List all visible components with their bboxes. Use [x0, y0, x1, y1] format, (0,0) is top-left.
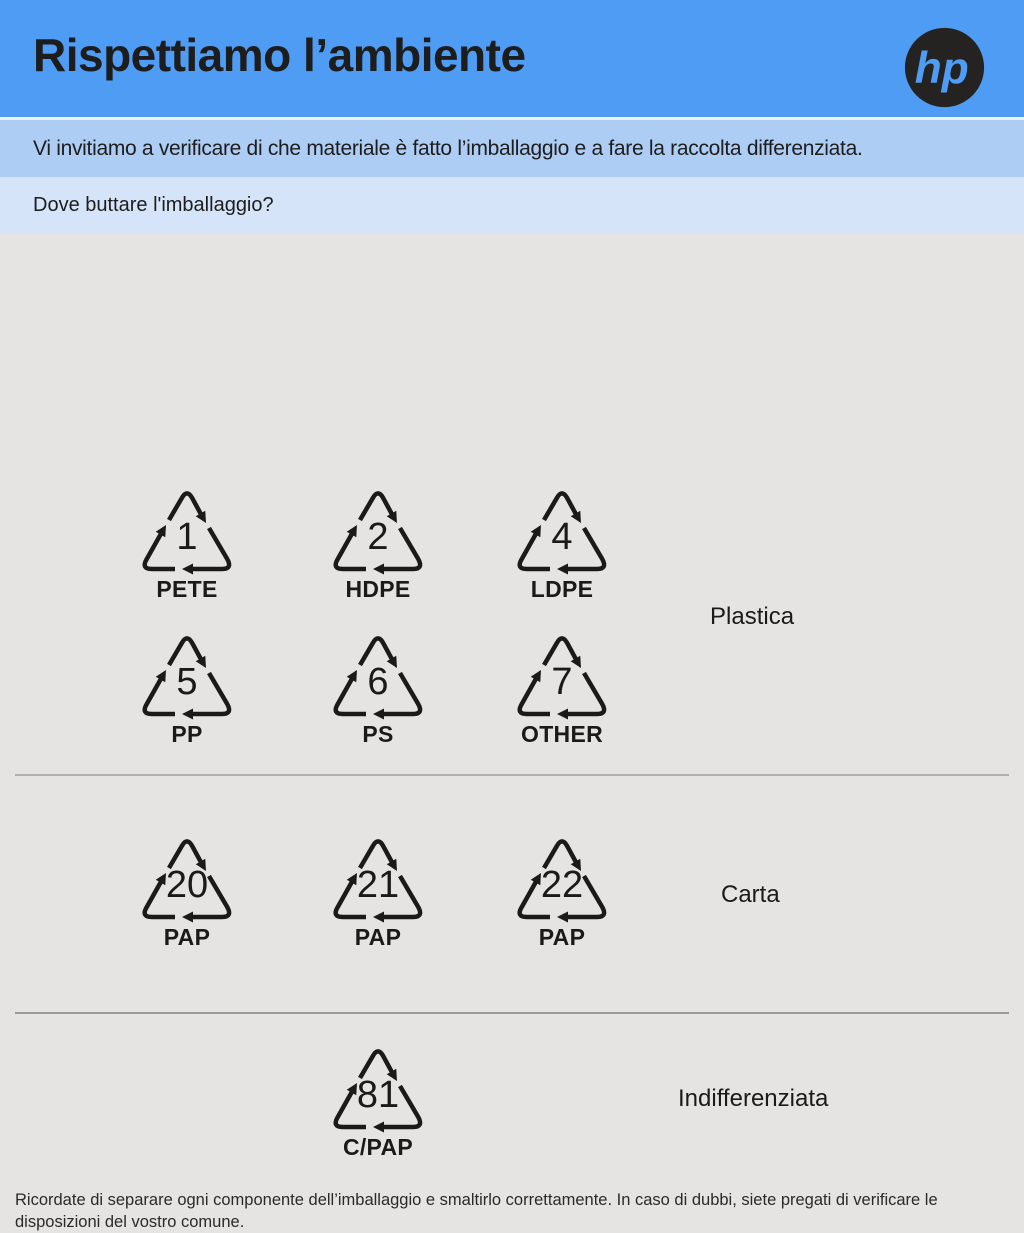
recycling-symbol-cpap — [298, 1041, 458, 1161]
recycling-triangle-icon — [326, 1041, 430, 1133]
resin-code: 2 — [367, 516, 389, 558]
recycling-symbol-hdpe — [298, 483, 458, 603]
recycling-triangle-icon — [135, 831, 239, 923]
symbol-label: PAP — [163, 924, 211, 950]
symbol-label: C/PAP — [342, 1134, 414, 1160]
resin-code: 7 — [551, 661, 573, 703]
recycling-symbol-pap-20 — [107, 831, 267, 951]
resin-code: 4 — [551, 516, 573, 558]
recycling-symbol-pete — [107, 483, 267, 603]
resin-code: 6 — [367, 661, 389, 703]
recycling-symbol-other — [482, 628, 642, 748]
symbol-label: PETE — [156, 576, 218, 602]
resin-code: 1 — [176, 516, 198, 558]
page-title: Rispettiamo l’ambiente — [33, 29, 526, 81]
recycling-triangle-icon — [135, 483, 239, 575]
section-divider — [15, 774, 1009, 776]
recycling-symbol-pp — [107, 628, 267, 748]
recycling-triangle-icon — [510, 831, 614, 923]
category-label-indifferenziata: Indifferenziata — [678, 1085, 829, 1112]
recycling-symbol-pap-22 — [482, 831, 642, 951]
question-band — [0, 177, 1024, 234]
symbol-label: PS — [362, 721, 394, 747]
recycling-symbol-pap-21 — [298, 831, 458, 951]
symbol-label: PAP — [538, 924, 586, 950]
symbol-label: PAP — [354, 924, 402, 950]
symbol-label: LDPE — [530, 576, 594, 602]
recycling-triangle-icon — [510, 628, 614, 720]
recycling-triangle-icon — [326, 831, 430, 923]
resin-code: 81 — [356, 1074, 400, 1116]
recycling-triangle-icon — [135, 628, 239, 720]
content-area — [0, 234, 1024, 1231]
hp-logo — [904, 27, 985, 108]
category-label-plastica: Plastica — [710, 603, 795, 630]
hp-logo-text: hp — [914, 44, 969, 94]
recycling-triangle-icon — [326, 483, 430, 575]
banner-band — [0, 120, 1024, 177]
category-label-carta: Carta — [721, 881, 780, 908]
resin-code: 21 — [356, 864, 400, 906]
symbol-label: OTHER — [521, 721, 603, 747]
resin-code: 22 — [540, 864, 584, 906]
section-divider — [15, 1012, 1009, 1014]
resin-code: 20 — [165, 864, 209, 906]
symbol-label: PP — [171, 721, 203, 747]
recycling-symbol-ldpe — [482, 483, 642, 603]
question-text: Dove buttare l'imballaggio? — [33, 194, 274, 216]
recycling-triangle-icon — [510, 483, 614, 575]
resin-code: 5 — [176, 661, 198, 703]
banner-text: Vi invitiamo a verificare di che materiale è fatto l’imballaggio e a fare la raccolta differenziata. — [33, 136, 863, 160]
recycling-triangle-icon — [326, 628, 430, 720]
symbol-label: HDPE — [345, 576, 411, 602]
recycling-symbol-ps — [298, 628, 458, 748]
footer-note: Ricordate di separare ogni componente dell’imballaggio e smaltirlo correttamente. In caso di dubbi, siete pregati di verificare le disposizioni del vostro comune. — [15, 1191, 938, 1231]
header-band — [0, 0, 1024, 117]
